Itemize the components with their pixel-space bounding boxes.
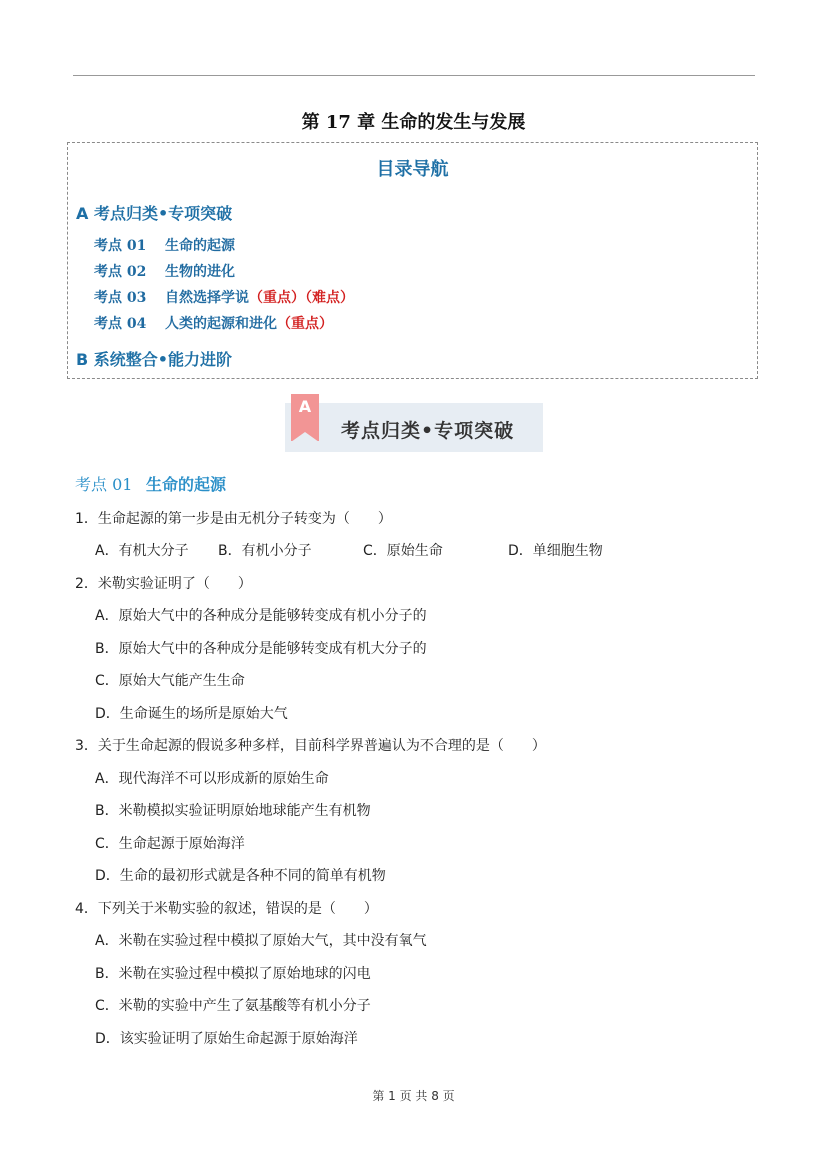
- toc-item-tags: （重点）（难点）: [249, 290, 354, 306]
- toc-item-04[interactable]: [94, 313, 333, 333]
- toc-item-tags: （重点）: [277, 316, 333, 332]
- option-d[interactable]: D．该实验证明了原始生命起源于原始海洋: [95, 1031, 358, 1047]
- option-a[interactable]: A．原始大气中的各种成分是能够转变成有机小分子的: [95, 608, 427, 624]
- option-b[interactable]: B．原始大气中的各种成分是能够转变成有机大分子的: [95, 641, 427, 657]
- option-c[interactable]: C．米勒的实验中产生了氨基酸等有机小分子: [95, 998, 371, 1014]
- toc-item-label: 生物的进化: [165, 264, 235, 280]
- knowledge-point-heading: [75, 472, 226, 495]
- table-of-contents: [67, 142, 758, 379]
- page-footer: 第 1 页 共 8 页: [372, 1089, 455, 1103]
- bookmark-icon: [291, 394, 319, 441]
- toc-item-label: 自然选择学说: [165, 290, 249, 306]
- option-c[interactable]: C．原始生命: [363, 543, 443, 559]
- toc-item-label: 生命的起源: [165, 238, 235, 254]
- toc-item-number: 考点 03: [94, 290, 147, 306]
- toc-title: 目录导航: [376, 159, 449, 180]
- option-a[interactable]: A．米勒在实验过程中模拟了原始大气，其中没有氧气: [95, 933, 427, 949]
- option-c[interactable]: C．生命起源于原始海洋: [95, 836, 245, 852]
- toc-item-number: 考点 01: [94, 238, 147, 254]
- toc-item-03[interactable]: [94, 287, 354, 307]
- banner-letter: A: [298, 397, 312, 416]
- option-b[interactable]: B．有机小分子: [218, 543, 312, 559]
- kp-title: 生命的起源: [146, 475, 227, 494]
- option-d[interactable]: D．生命诞生的场所是原始大气: [95, 706, 288, 722]
- toc-item-label: 人类的起源和进化: [165, 316, 277, 332]
- option-b[interactable]: B．米勒模拟实验证明原始地球能产生有机物: [95, 803, 371, 819]
- toc-section-b[interactable]: B 系统整合•能力进阶: [76, 350, 232, 369]
- toc-item-number: 考点 02: [94, 264, 147, 280]
- toc-section-a[interactable]: A 考点归类•专项突破: [76, 204, 233, 223]
- option-b[interactable]: B．米勒在实验过程中模拟了原始地球的闪电: [95, 966, 371, 982]
- option-d[interactable]: D．单细胞生物: [508, 543, 603, 559]
- question-4: 4．下列关于米勒实验的叙述，错误的是（ ）: [75, 901, 378, 917]
- chapter-title: 第 17 章 生命的发生与发展: [301, 112, 526, 133]
- header-rule: [73, 75, 755, 76]
- option-a[interactable]: A．有机大分子: [95, 543, 189, 559]
- question-1: 1．生命起源的第一步是由无机分子转变为（ ）: [75, 511, 392, 527]
- kp-number: 考点 01: [75, 475, 133, 494]
- question-2: 2．米勒实验证明了（ ）: [75, 576, 252, 592]
- question-3: 3．关于生命起源的假说多种多样，目前科学界普遍认为不合理的是（ ）: [75, 738, 546, 754]
- section-banner: [285, 397, 543, 452]
- toc-item-01[interactable]: [94, 235, 235, 255]
- toc-item-02[interactable]: [94, 261, 235, 281]
- option-a[interactable]: A．现代海洋不可以形成新的原始生命: [95, 771, 329, 787]
- banner-title: 考点归类•专项突破: [341, 420, 515, 442]
- toc-item-number: 考点 04: [94, 316, 147, 332]
- option-d[interactable]: D．生命的最初形式就是各种不同的简单有机物: [95, 868, 386, 884]
- option-c[interactable]: C．原始大气能产生生命: [95, 673, 245, 689]
